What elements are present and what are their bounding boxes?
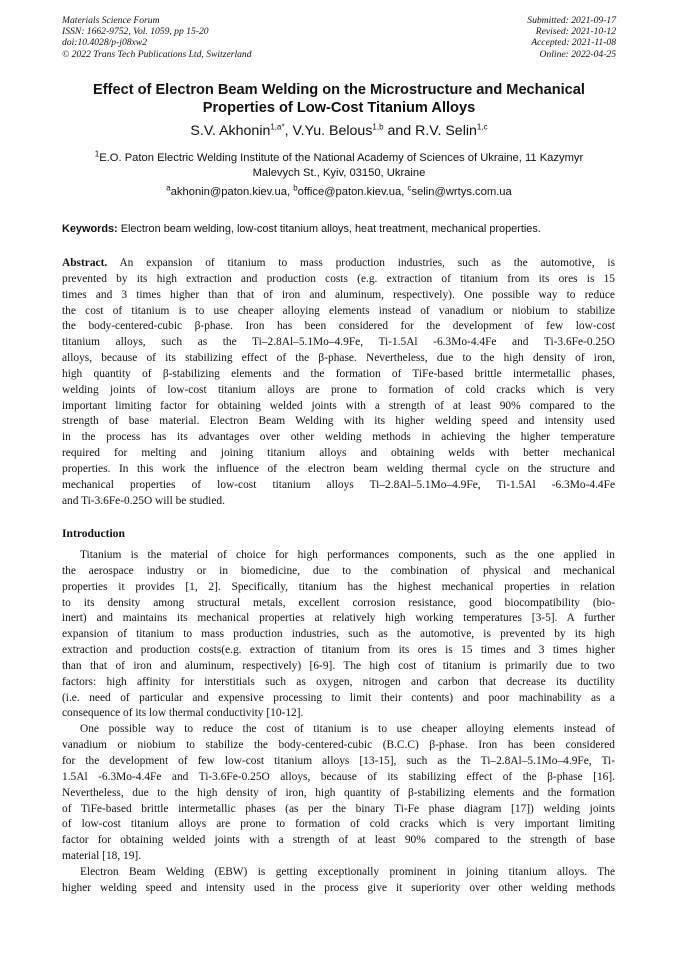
abstract-label: Abstract. [62,257,108,269]
intro-line: factor for obtaining welded joints with a strength of at least 90% compared to the strength of base [62,834,615,847]
abstract-line: the cost of titanium is to use cheaper alloying elements instead of vanadium or niobium to stabilize [62,304,615,317]
intro-line: inert) and maintains its mechanical properties at relatively high working temperatures [3-5]. A further [62,612,615,625]
intro-line: extraction and production costs(e.g. extraction of titanium from its ores is 15 times and 3 times higher [62,644,615,657]
abstract-line: prevented by its high extraction and production costs (e.g. extraction of titanium from its ores is 15 [62,272,615,285]
author-name: S.V. Akhonin [190,123,271,139]
abstract-line: high quantity of β-stabilizing elements and the formation of TiFe-based brittle intermetallic phases, [62,367,615,380]
submission-dates [527,15,616,60]
intro-line: One possible way to reduce the cost of titanium is to use cheaper alloying elements instead of [80,723,615,736]
author-separator: , [284,123,293,139]
author-affiliation-mark: 1,a* [270,122,285,132]
abstract-line: strength of base material. Electron Beam Welding with its higher welding speed and intensity used [62,415,615,428]
intro-line: to its density among structural metals, excellent corrosion resistance, good biocompatibility (bio- [62,596,615,609]
email-link[interactable]: office@paton.kiev.ua, [297,186,408,198]
intro-line: (i.e. need of particular and expensive processing to limit their contents) and poor machinability as a [62,691,615,704]
journal-name: Materials Science Forum [62,15,160,26]
journal-issn: ISSN: 1662-9752, Vol. 1059, pp 15-20 [62,26,209,38]
author-name: R.V. Selin [415,123,477,139]
abstract-line: the body-centered-cubic β-phase. Iron has been considered for the development of few low-cost [62,320,615,333]
intro-line: consequence of its low thermal conductivity [10-12]. [62,707,304,720]
author-affiliation-mark: 1,c [476,122,488,132]
abstract-line: properties. In this work the influence of the electron beam welding thermal cycle on the structure and [62,462,615,475]
author-emails [40,185,638,199]
abstract-line [62,256,615,272]
journal-doi: doi:10.4028/p-j08xw2 [62,37,148,49]
intro-line: factors: high affinity for interstitials such as oxygen, nitrogen and carbon that decrease its ductility [62,675,615,688]
affiliation-line: E.O. Paton Electric Welding Institute of the National Academy of Sciences of Ukraine, 11 Kazymyr [99,152,584,164]
keywords [62,222,622,236]
intro-line: higher welding speed and intensity used in the process give it superiority over other welding methods [62,881,615,894]
intro-line: of TiFe-based brittle intermetallic phases (as per the binary Ti-Fe phase diagram [17]) welding joints [62,802,615,815]
introduction-body [62,548,615,897]
abstract-line: and Ti-3.6Fe-0.25O will be studied. [62,494,225,507]
author-name: V.Yu. Belous [292,123,373,139]
intro-line: vanadium or niobium to stabilize the body-centered-cubic (B.C.C) β-phase. Iron has been considered [62,739,615,752]
intro-line: Nevertheless, due to the high density of iron, high quantity of β-stabilizing elements and the formation [62,786,615,799]
email-mark: a [166,183,171,193]
intro-line: properties it provides [1, 2]. Specifically, titanium has the highest mechanical properties in relation [62,580,615,593]
email-link[interactable]: selin@wrtys.com.ua [411,186,512,198]
date-submitted: Submitted: 2021-09-17 [527,15,616,26]
intro-line: 1.5Al -6.3Mo-4.4Fe and Ti-3.6Fe-0.25O alloys, because of its stabilizing effect of the β-phase [16]. [62,770,615,783]
journal-copyright: © 2022 Trans Tech Publications Ltd, Switzerland [62,48,252,60]
author-list [40,122,638,140]
section-heading-introduction: Introduction [62,527,125,540]
intro-line: expansion of titanium to mass production industries, such as the automotive, is prevented by its high [62,628,615,641]
title-line: Properties of Low-Cost Titanium Alloys [202,100,476,116]
intro-line: Titanium is the material of choice for high performances components, such as the one applied in [80,549,615,561]
intro-line: of low-cost titanium alloys are prone to formation of cold cracks which is very important limiting [62,818,615,831]
abstract-line: required for melting and joining titanium alloys and obtaining welds with better mechanical [62,447,615,460]
affiliation-line: Malevych St., Kyiv, 03150, Ukraine [252,167,426,179]
date-online: Online: 2022-04-25 [539,48,616,60]
intro-line: for the development of few low-cost titanium alloys [13-15], such as the Ti–2.8Al–5.1Mo–4.9Fe, Ti- [62,754,615,767]
author-affiliation-mark: 1,b [372,122,384,132]
email-mark: b [293,183,298,193]
keywords-label: Keywords: [62,223,118,235]
date-revised: Revised: 2021-10-12 [535,26,616,38]
email-link[interactable]: akhonin@paton.kiev.ua, [170,186,294,198]
abstract-line: alloys, because of its stabilizing effect of the β-phase. Nevertheless, due to the high density of iron, [62,352,615,365]
abstract-line: titanium alloys, such as the Ti–2.8Al–5.1Mo–4.9Fe, Ti-1.5Al -6.3Mo-4.4Fe and Ti-3.6Fe-0.25O [62,336,615,349]
abstract-line: welding joints of low-cost titanium alloys are prone to formation of cold cracks which is very [62,383,615,396]
intro-line: material [18, 19]. [62,850,142,863]
keywords-text: Electron beam welding, low-cost titanium alloys, heat treatment, mechanical properties. [117,223,541,235]
abstract-line: in the process has its advantages over other welding methods in achieving the higher temperature [62,431,615,444]
abstract-line: important limiting factor for obtaining welded joints with a strength of at least 90% compared to the [62,399,615,412]
abstract [62,256,615,510]
intro-line: the aerospace industry or in biomedicine, due to the combination of physical and mechanical [62,564,615,577]
abstract-text: An expansion of titanium to mass production industries, such as the automotive, is [107,257,615,269]
author-separator: and [383,123,416,139]
email-mark: c [407,183,412,193]
journal-info [62,15,252,60]
abstract-line: times and 3 times higher than that of iron and aluminum, respectively). One possible way to reduce [62,288,615,301]
affiliation-mark: 1 [94,149,100,159]
abstract-line: mechanical properties of low-cost titanium alloys Ti–2.8Al–5.1Mo–4.9Fe, Ti-1.5Al -6.3Mo-4.4Fe [62,478,615,491]
intro-line: than that of iron and aluminum, respectively) [6-9]. The high cost of titanium is primarily due to two [62,659,615,672]
date-accepted: Accepted: 2021-11-08 [531,37,616,49]
intro-line: Electron Beam Welding (EBW) is getting exceptionally prominent in joining titanium alloys. The [80,865,615,878]
affiliation [40,151,638,181]
paper-title [40,81,638,117]
title-line: Effect of Electron Beam Welding on the Microstructure and Mechanical [93,82,585,98]
